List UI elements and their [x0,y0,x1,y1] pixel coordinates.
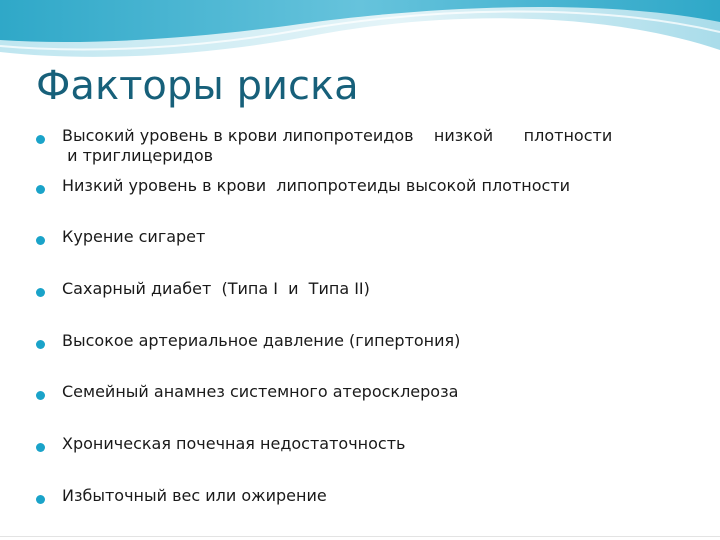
list-item-text: Низкий уровень в крови липопротеиды высокой плотности [62,176,571,195]
footer-divider [0,536,720,537]
list-item-text: Курение сигарет [62,227,206,246]
bullet-icon [36,443,45,452]
list-item-text: Высокий уровень в крови липопротеидов низкой плотности [62,126,613,145]
list-item [36,486,696,506]
bullet-icon [36,135,45,144]
list-item-text: Высокое артериальное давление (гипертония) [62,331,461,350]
list-item [36,331,696,351]
slide-title: Факторы риска [36,63,359,109]
bullet-icon [36,495,45,504]
list-item [36,227,696,247]
bullet-icon [36,236,45,245]
list-item [36,382,696,402]
list-item-text: Избыточный вес или ожирение [62,486,327,505]
list-item-text-continued: и триглицеридов [62,146,214,165]
list-item-text: Сахарный диабет (Типа I и Типа II) [62,279,370,298]
list-item [36,126,696,166]
bullet-icon [36,185,45,194]
list-item-text: Семейный анамнез системного атеросклероза [62,382,459,401]
bullet-icon [36,391,45,400]
list-item [36,434,696,454]
bullet-icon [36,340,45,349]
list-item [36,176,696,196]
list-item-text: Хроническая почечная недостаточность [62,434,406,453]
bullet-icon [36,288,45,297]
list-item [36,279,696,299]
